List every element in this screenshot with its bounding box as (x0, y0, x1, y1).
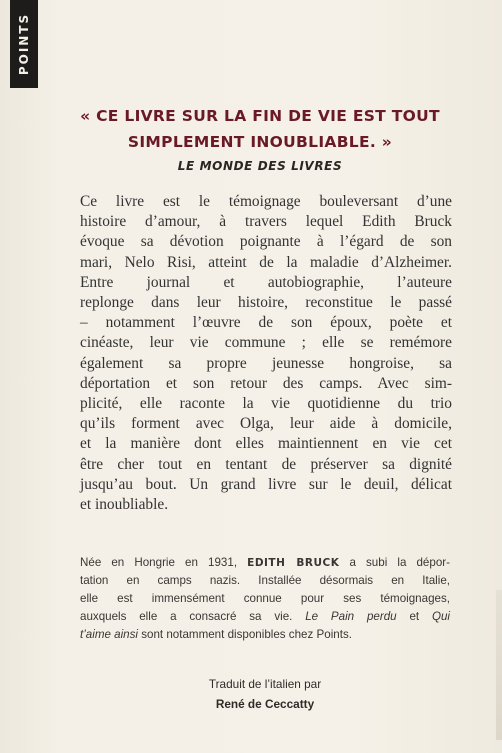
press-quote-line-1: « CE LIVRE SUR LA FIN DE VIE EST TOUT (80, 107, 440, 125)
book-description (80, 192, 452, 515)
bio-text: et (396, 610, 432, 623)
bio-line-3: elle est immensément connue pour ses témoignages, (80, 592, 450, 605)
description-line: déportation et son retour des camps. Avec sim- (80, 374, 452, 392)
bio-line-4 (80, 608, 450, 626)
book-title: t’aime ainsi (80, 628, 138, 641)
description-line: histoire d’amour, à travers lequel Edith Bruck (80, 213, 452, 231)
description-line: jusqu’au bout. Un grand livre sur le deuil, délicat (80, 475, 452, 493)
description-line: également sa propre jeunesse hongroise, sa (80, 354, 452, 372)
publisher-logo (10, 0, 38, 88)
description-line: être cher tout en tentant de préserver sa dignité (80, 455, 452, 473)
bio-line-2: tation en camps nazis. Installée désormais en Italie, (80, 574, 450, 587)
translator-name: René de Ceccatty (215, 697, 315, 711)
translator-label: Traduit de l’italien par (208, 677, 322, 691)
page-edge (496, 590, 502, 740)
press-quote (40, 103, 480, 173)
bio-text: Née en Hongrie en 1931, (80, 556, 248, 569)
description-line: Entre journal et autobiographie, l’auteure (80, 273, 452, 291)
bio-line-1 (80, 554, 450, 572)
description-line: qu’ils forment avec Olga, leur aide à domicile, (80, 415, 452, 433)
book-title: Le Pain perdu (305, 610, 397, 623)
description-line: évoque sa dévotion poignante à l’égard de son (80, 233, 452, 251)
bio-line-5 (80, 626, 450, 644)
publisher-logo-text: POINTS (17, 12, 31, 76)
book-title: Qui (431, 610, 450, 623)
description-line: replonge dans leur histoire, reconstitue le passé (80, 294, 452, 312)
bio-text: a subi la dépor- (339, 556, 451, 569)
press-quote-line-2: SIMPLEMENT INOUBLIABLE. » (127, 133, 393, 151)
press-quote-source: LE MONDE DES LIVRES (177, 159, 343, 173)
author-name: EDITH BRUCK (247, 557, 340, 569)
description-line: mari, Nelo Risi, atteint de la maladie d’Alzheimer. (80, 253, 452, 271)
description-line: et inoubliable. (80, 496, 169, 514)
description-line: Ce livre est le témoignage bouleversant d’une (80, 193, 452, 210)
translator-credit (80, 674, 450, 714)
description-line: cinéaste, leur vie commune ; elle se remémore (80, 334, 452, 352)
bio-text: sont notamment disponibles chez Points. (138, 628, 352, 641)
author-bio (80, 554, 450, 644)
description-line: plicité, elle raconte la vie quotidienne du trio (80, 395, 452, 413)
description-line: et la manière dont elles maintiennent en vie cet (80, 435, 452, 453)
description-line: – notamment l’œuvre de son époux, poète et (80, 314, 452, 332)
bio-text: auxquels elle a consacré sa vie. (80, 610, 306, 623)
